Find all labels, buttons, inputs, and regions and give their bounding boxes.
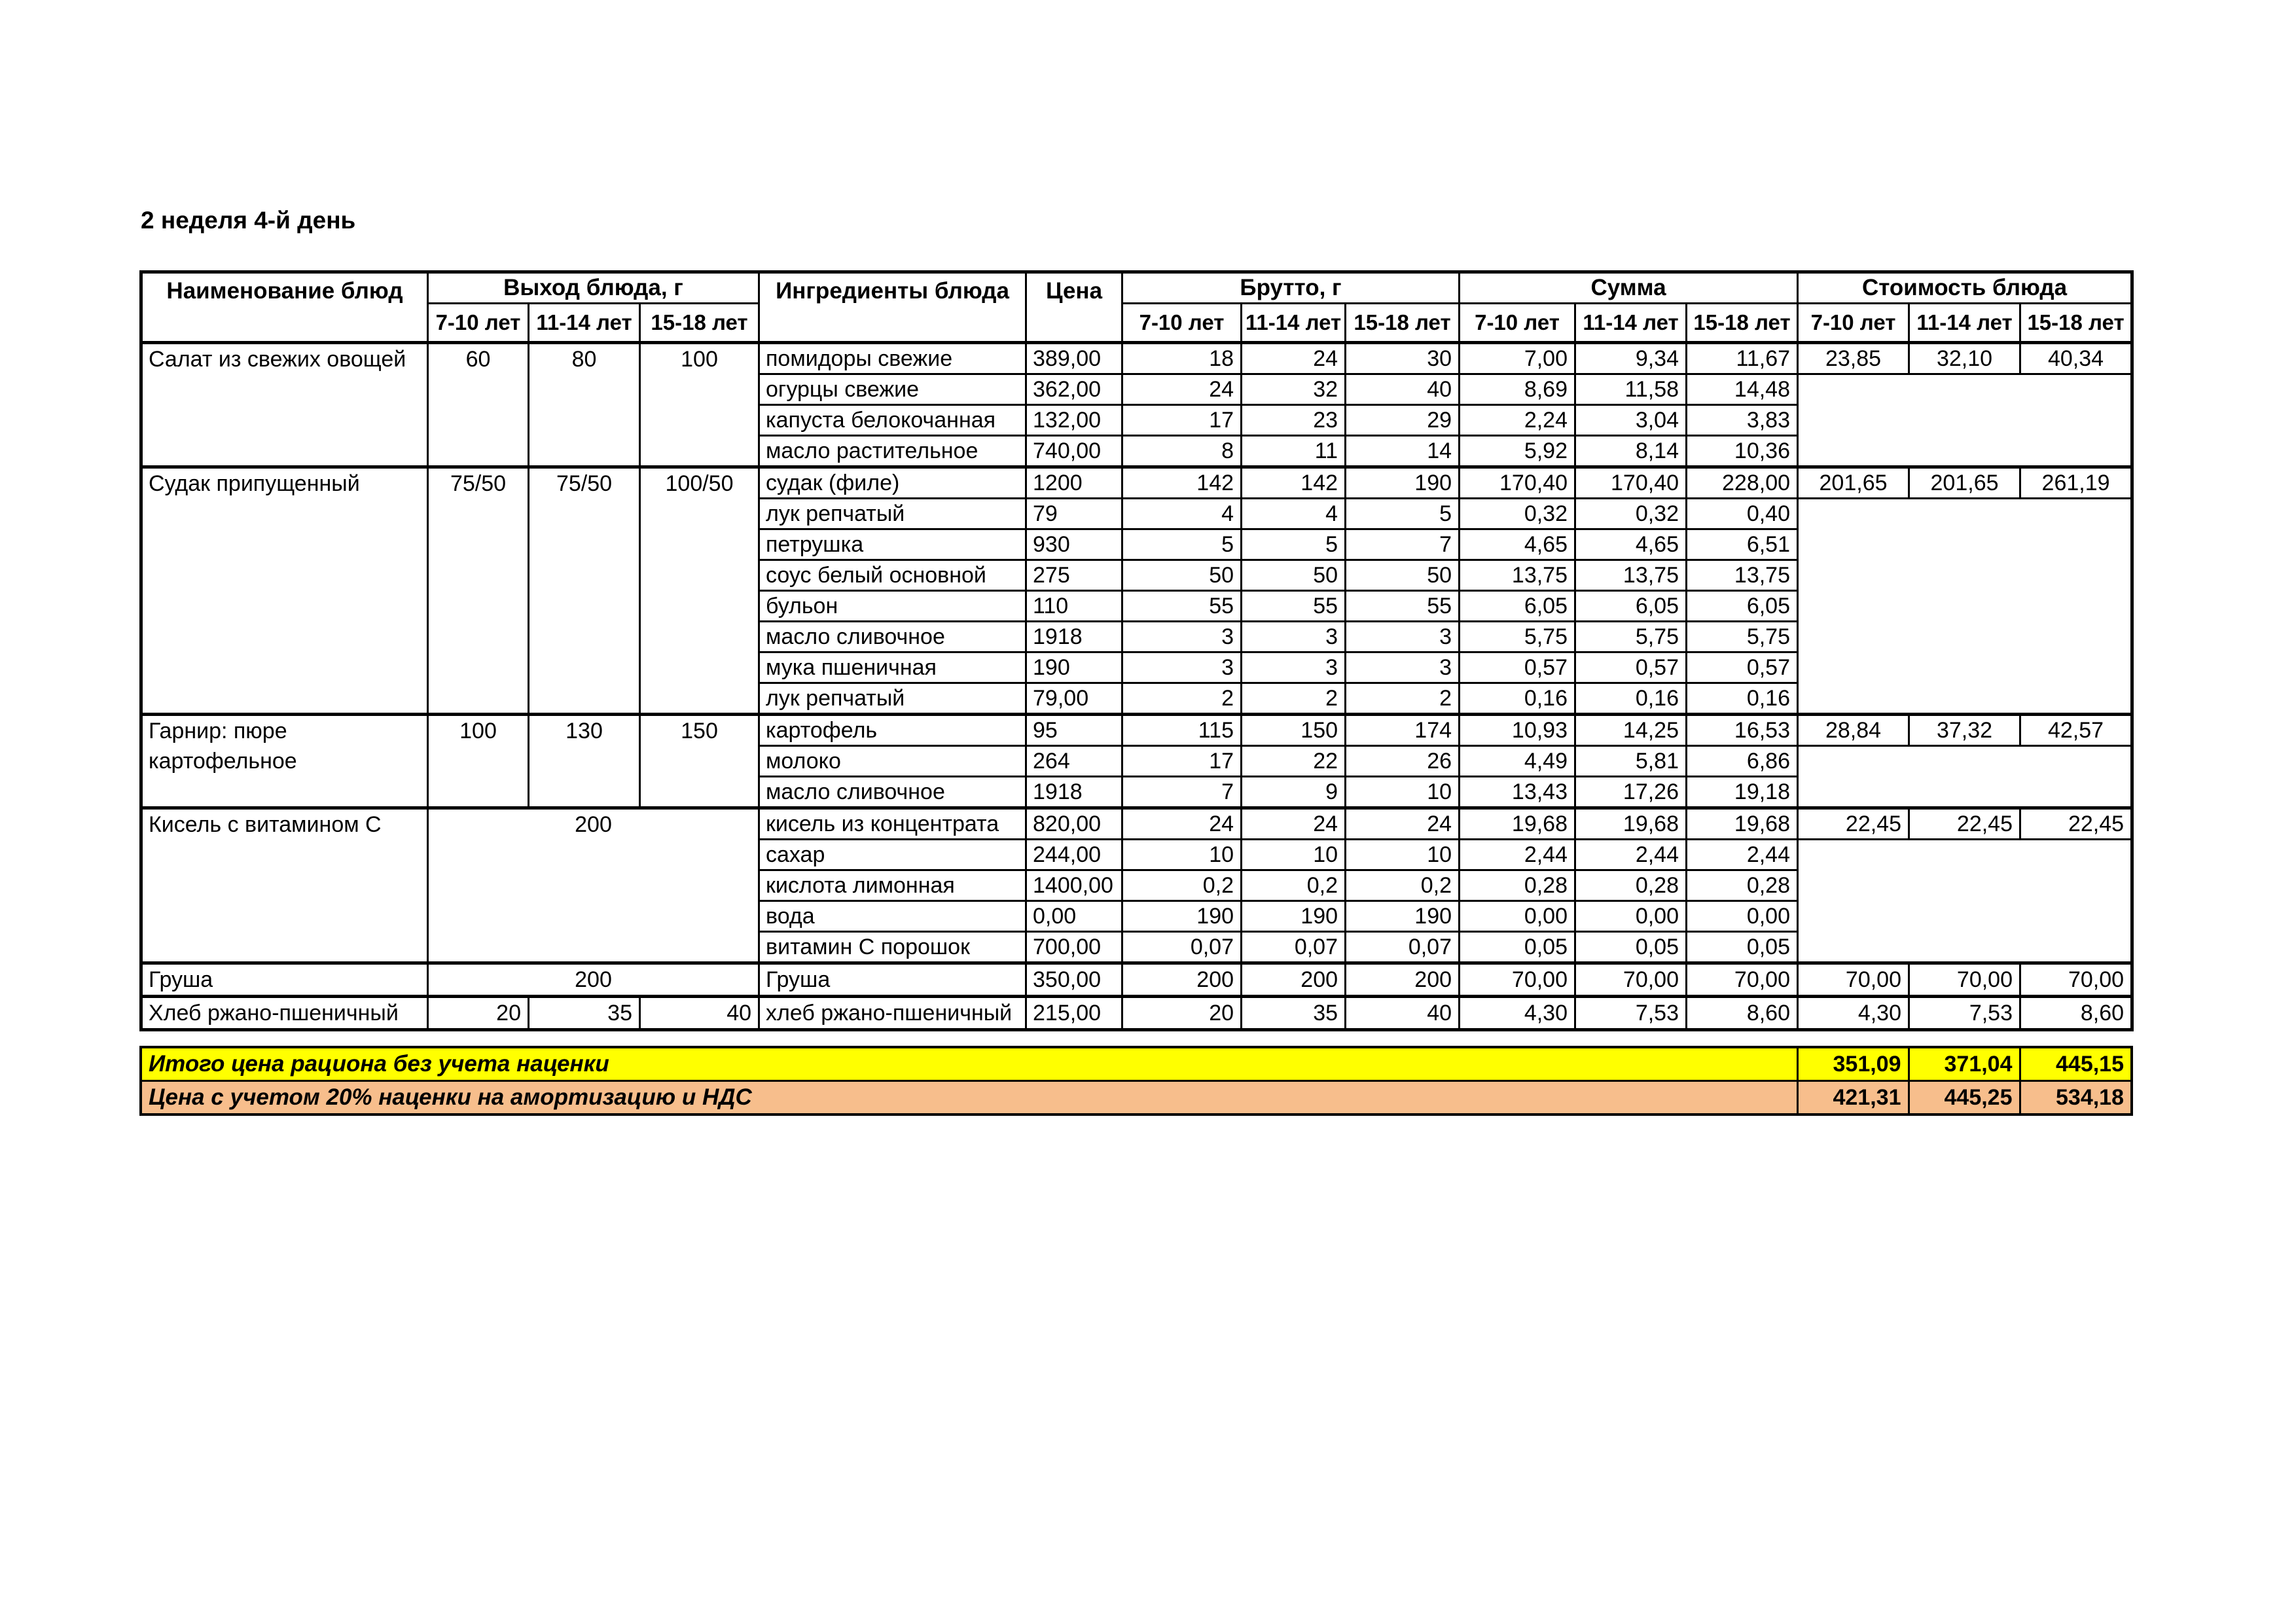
sum-cell-age-3: 16,53 bbox=[1687, 715, 1798, 746]
gross-cell-age-2: 0,2 bbox=[1242, 870, 1346, 901]
sum-cell-age-2: 9,34 bbox=[1575, 343, 1687, 374]
gross-cell-age-1: 4 bbox=[1122, 499, 1242, 529]
gross-cell-age-3: 30 bbox=[1346, 343, 1460, 374]
col-header-ingredients: Ингредиенты блюда bbox=[759, 272, 1026, 343]
ingredient-cell: витамин С порошок bbox=[759, 932, 1026, 963]
sum-cell-age-2: 19,68 bbox=[1575, 808, 1687, 840]
gross-cell-age-3: 55 bbox=[1346, 591, 1460, 622]
dish-cost-cell-age-2: 70,00 bbox=[1909, 963, 2020, 997]
gross-cell-age-2: 23 bbox=[1242, 405, 1346, 436]
ingredient-row bbox=[141, 715, 2132, 746]
sum-cell-age-2: 13,75 bbox=[1575, 560, 1687, 591]
ingredient-cell: лук репчатый bbox=[759, 683, 1026, 715]
ingredient-cell: вода bbox=[759, 901, 1026, 932]
dish-name-cell: Хлеб ржано-пшеничный bbox=[141, 997, 428, 1030]
col-header-output-age-2: 11-14 лет bbox=[529, 304, 640, 343]
output-cell-age-3: 40 bbox=[640, 997, 759, 1030]
col-header-gross-age-1: 7-10 лет bbox=[1122, 304, 1242, 343]
gross-cell-age-1: 24 bbox=[1122, 808, 1242, 840]
col-header-cost-age-2: 11-14 лет bbox=[1909, 304, 2020, 343]
ingredient-cell: мука пшеничная bbox=[759, 652, 1026, 683]
gross-cell-age-3: 2 bbox=[1346, 683, 1460, 715]
col-header-gross: Брутто, г bbox=[1122, 272, 1460, 304]
gross-cell-age-1: 17 bbox=[1122, 746, 1242, 777]
ingredient-cell: кислота лимонная bbox=[759, 870, 1026, 901]
gross-cell-age-3: 10 bbox=[1346, 840, 1460, 870]
gross-cell-age-2: 190 bbox=[1242, 901, 1346, 932]
sum-cell-age-3: 19,68 bbox=[1687, 808, 1798, 840]
gross-cell-age-2: 3 bbox=[1242, 622, 1346, 652]
dish-cost-cell-age-3: 70,00 bbox=[2020, 963, 2132, 997]
gross-cell-age-1: 7 bbox=[1122, 777, 1242, 808]
sum-cell-age-2: 0,28 bbox=[1575, 870, 1687, 901]
gross-cell-age-3: 190 bbox=[1346, 901, 1460, 932]
gross-cell-age-1: 55 bbox=[1122, 591, 1242, 622]
col-header-sum-age-3: 15-18 лет bbox=[1687, 304, 1798, 343]
dish-cost-cell-age-2: 32,10 bbox=[1909, 343, 2020, 374]
sum-cell-age-1: 0,32 bbox=[1460, 499, 1575, 529]
gross-cell-age-3: 200 bbox=[1346, 963, 1460, 997]
gross-cell-age-1: 3 bbox=[1122, 622, 1242, 652]
gross-cell-age-3: 10 bbox=[1346, 777, 1460, 808]
sum-cell-age-1: 0,05 bbox=[1460, 932, 1575, 963]
ingredient-cell: петрушка bbox=[759, 529, 1026, 560]
sum-cell-age-1: 2,44 bbox=[1460, 840, 1575, 870]
sum-cell-age-1: 0,57 bbox=[1460, 652, 1575, 683]
price-cell: 740,00 bbox=[1026, 436, 1122, 467]
gross-cell-age-2: 35 bbox=[1242, 997, 1346, 1030]
gross-cell-age-3: 29 bbox=[1346, 405, 1460, 436]
sum-cell-age-1: 10,93 bbox=[1460, 715, 1575, 746]
sum-cell-age-3: 0,16 bbox=[1687, 683, 1798, 715]
sum-cell-age-1: 0,16 bbox=[1460, 683, 1575, 715]
total-row-without-markup bbox=[141, 1047, 2132, 1081]
gross-cell-age-3: 24 bbox=[1346, 808, 1460, 840]
ingredient-cell: хлеб ржано-пшеничный bbox=[759, 997, 1026, 1030]
sum-cell-age-2: 11,58 bbox=[1575, 374, 1687, 405]
sum-cell-age-1: 170,40 bbox=[1460, 467, 1575, 499]
sum-cell-age-1: 13,43 bbox=[1460, 777, 1575, 808]
gross-cell-age-2: 2 bbox=[1242, 683, 1346, 715]
markup-label: Цена с учетом 20% наценки на амортизацию и НДС bbox=[141, 1081, 1797, 1115]
price-cell: 132,00 bbox=[1026, 405, 1122, 436]
output-cell-age-3: 100 bbox=[640, 343, 759, 467]
sum-cell-age-2: 6,05 bbox=[1575, 591, 1687, 622]
output-cell-age-1: 100 bbox=[428, 715, 529, 808]
col-header-price: Цена bbox=[1026, 272, 1122, 343]
gross-cell-age-1: 5 bbox=[1122, 529, 1242, 560]
gross-cell-age-3: 190 bbox=[1346, 467, 1460, 499]
price-cell: 389,00 bbox=[1026, 343, 1122, 374]
ingredient-cell: картофель bbox=[759, 715, 1026, 746]
dish-name-cell: Кисель с витамином С bbox=[141, 808, 428, 963]
sum-cell-age-3: 3,83 bbox=[1687, 405, 1798, 436]
gross-cell-age-1: 17 bbox=[1122, 405, 1242, 436]
totals-table bbox=[139, 1046, 2133, 1116]
col-header-output-age-3: 15-18 лет bbox=[640, 304, 759, 343]
dish-cost-cell-age-2: 201,65 bbox=[1909, 467, 2020, 499]
total-row-with-markup bbox=[141, 1081, 2132, 1115]
sum-cell-age-2: 0,32 bbox=[1575, 499, 1687, 529]
price-cell: 190 bbox=[1026, 652, 1122, 683]
col-header-gross-age-2: 11-14 лет bbox=[1242, 304, 1346, 343]
sum-cell-age-2: 8,14 bbox=[1575, 436, 1687, 467]
ingredient-cell: соус белый основной bbox=[759, 560, 1026, 591]
dish-cost-cell-age-1: 201,65 bbox=[1798, 467, 1909, 499]
dish-cost-cell-age-3: 261,19 bbox=[2020, 467, 2132, 499]
gross-cell-age-2: 55 bbox=[1242, 591, 1346, 622]
price-cell: 0,00 bbox=[1026, 901, 1122, 932]
ingredient-cell: масло сливочное bbox=[759, 777, 1026, 808]
col-header-sum: Сумма bbox=[1460, 272, 1798, 304]
gross-cell-age-2: 142 bbox=[1242, 467, 1346, 499]
ingredient-row bbox=[141, 467, 2132, 499]
sum-cell-age-1: 70,00 bbox=[1460, 963, 1575, 997]
dish-cost-cell-age-3: 22,45 bbox=[2020, 808, 2132, 840]
gross-cell-age-3: 3 bbox=[1346, 622, 1460, 652]
price-cell: 1918 bbox=[1026, 622, 1122, 652]
ingredient-row bbox=[141, 808, 2132, 840]
sum-cell-age-1: 4,30 bbox=[1460, 997, 1575, 1030]
dish-cost-empty-cell bbox=[1798, 499, 2132, 715]
dish-cost-cell-age-3: 42,57 bbox=[2020, 715, 2132, 746]
sum-cell-age-3: 70,00 bbox=[1687, 963, 1798, 997]
sum-cell-age-1: 2,24 bbox=[1460, 405, 1575, 436]
menu-table bbox=[139, 270, 2134, 1031]
price-cell: 215,00 bbox=[1026, 997, 1122, 1030]
gross-cell-age-1: 24 bbox=[1122, 374, 1242, 405]
dish-name-cell: Груша bbox=[141, 963, 428, 997]
sum-cell-age-2: 170,40 bbox=[1575, 467, 1687, 499]
dish-cost-cell-age-1: 23,85 bbox=[1798, 343, 1909, 374]
price-cell: 110 bbox=[1026, 591, 1122, 622]
output-cell-age-2: 80 bbox=[529, 343, 640, 467]
output-cell-age-1: 75/50 bbox=[428, 467, 529, 715]
sum-cell-age-1: 6,05 bbox=[1460, 591, 1575, 622]
sum-cell-age-2: 17,26 bbox=[1575, 777, 1687, 808]
output-cell-age-1: 20 bbox=[428, 997, 529, 1030]
gross-cell-age-1: 8 bbox=[1122, 436, 1242, 467]
ingredient-cell: молоко bbox=[759, 746, 1026, 777]
ingredient-row bbox=[141, 963, 2132, 997]
page-title: 2 неделя 4-й день bbox=[141, 207, 356, 234]
dish-cost-cell-age-2: 22,45 bbox=[1909, 808, 2020, 840]
sum-cell-age-1: 13,75 bbox=[1460, 560, 1575, 591]
gross-cell-age-2: 150 bbox=[1242, 715, 1346, 746]
ingredient-cell: масло сливочное bbox=[759, 622, 1026, 652]
total-value-age-2: 371,04 bbox=[1909, 1047, 2020, 1081]
price-cell: 1400,00 bbox=[1026, 870, 1122, 901]
col-header-dish-name: Наименование блюд bbox=[141, 272, 428, 343]
price-cell: 275 bbox=[1026, 560, 1122, 591]
sum-cell-age-2: 5,81 bbox=[1575, 746, 1687, 777]
gross-cell-age-1: 20 bbox=[1122, 997, 1242, 1030]
dish-cost-cell-age-1: 28,84 bbox=[1798, 715, 1909, 746]
sum-cell-age-1: 7,00 bbox=[1460, 343, 1575, 374]
gross-cell-age-2: 11 bbox=[1242, 436, 1346, 467]
sum-cell-age-3: 0,57 bbox=[1687, 652, 1798, 683]
output-cell-age-3: 150 bbox=[640, 715, 759, 808]
price-cell: 350,00 bbox=[1026, 963, 1122, 997]
gross-cell-age-3: 0,07 bbox=[1346, 932, 1460, 963]
sum-cell-age-1: 4,49 bbox=[1460, 746, 1575, 777]
ingredient-cell: бульон bbox=[759, 591, 1026, 622]
gross-cell-age-3: 7 bbox=[1346, 529, 1460, 560]
sum-cell-age-3: 0,00 bbox=[1687, 901, 1798, 932]
sum-cell-age-3: 11,67 bbox=[1687, 343, 1798, 374]
gross-cell-age-1: 200 bbox=[1122, 963, 1242, 997]
col-header-cost: Стоимость блюда bbox=[1798, 272, 2132, 304]
dish-name-cell: Гарнир: пюре картофельное bbox=[141, 715, 428, 808]
price-cell: 79 bbox=[1026, 499, 1122, 529]
sum-cell-age-1: 5,75 bbox=[1460, 622, 1575, 652]
gross-cell-age-1: 142 bbox=[1122, 467, 1242, 499]
price-cell: 700,00 bbox=[1026, 932, 1122, 963]
sum-cell-age-2: 0,00 bbox=[1575, 901, 1687, 932]
sum-cell-age-2: 2,44 bbox=[1575, 840, 1687, 870]
col-header-gross-age-3: 15-18 лет bbox=[1346, 304, 1460, 343]
gross-cell-age-1: 3 bbox=[1122, 652, 1242, 683]
ingredient-cell: огурцы свежие bbox=[759, 374, 1026, 405]
dish-cost-empty-cell bbox=[1798, 746, 2132, 808]
output-cell-merged: 200 bbox=[428, 963, 759, 997]
col-header-cost-age-1: 7-10 лет bbox=[1798, 304, 1909, 343]
gross-cell-age-2: 10 bbox=[1242, 840, 1346, 870]
price-cell: 820,00 bbox=[1026, 808, 1122, 840]
total-value-age-1: 351,09 bbox=[1797, 1047, 1909, 1081]
col-header-cost-age-3: 15-18 лет bbox=[2020, 304, 2132, 343]
markup-value-age-3: 534,18 bbox=[2020, 1081, 2132, 1115]
col-header-output-age-1: 7-10 лет bbox=[428, 304, 529, 343]
sum-cell-age-1: 8,69 bbox=[1460, 374, 1575, 405]
ingredient-row bbox=[141, 343, 2132, 374]
price-cell: 1200 bbox=[1026, 467, 1122, 499]
sum-cell-age-3: 14,48 bbox=[1687, 374, 1798, 405]
sum-cell-age-3: 6,51 bbox=[1687, 529, 1798, 560]
dish-name-cell: Судак припущенный bbox=[141, 467, 428, 715]
dish-cost-cell-age-1: 22,45 bbox=[1798, 808, 1909, 840]
output-cell-age-2: 35 bbox=[529, 997, 640, 1030]
ingredient-cell: помидоры свежие bbox=[759, 343, 1026, 374]
sum-cell-age-3: 10,36 bbox=[1687, 436, 1798, 467]
gross-cell-age-3: 5 bbox=[1346, 499, 1460, 529]
dish-cost-cell-age-2: 37,32 bbox=[1909, 715, 2020, 746]
sum-cell-age-2: 0,16 bbox=[1575, 683, 1687, 715]
sum-cell-age-2: 0,57 bbox=[1575, 652, 1687, 683]
total-value-age-3: 445,15 bbox=[2020, 1047, 2132, 1081]
dish-cost-cell-age-1: 70,00 bbox=[1798, 963, 1909, 997]
sum-cell-age-3: 6,05 bbox=[1687, 591, 1798, 622]
gross-cell-age-2: 0,07 bbox=[1242, 932, 1346, 963]
markup-value-age-2: 445,25 bbox=[1909, 1081, 2020, 1115]
col-header-sum-age-2: 11-14 лет bbox=[1575, 304, 1687, 343]
output-cell-age-2: 75/50 bbox=[529, 467, 640, 715]
gross-cell-age-1: 18 bbox=[1122, 343, 1242, 374]
gross-cell-age-3: 40 bbox=[1346, 997, 1460, 1030]
gross-cell-age-2: 9 bbox=[1242, 777, 1346, 808]
gross-cell-age-3: 0,2 bbox=[1346, 870, 1460, 901]
gross-cell-age-2: 24 bbox=[1242, 343, 1346, 374]
gross-cell-age-1: 0,2 bbox=[1122, 870, 1242, 901]
gross-cell-age-1: 0,07 bbox=[1122, 932, 1242, 963]
price-cell: 930 bbox=[1026, 529, 1122, 560]
gross-cell-age-2: 200 bbox=[1242, 963, 1346, 997]
sum-cell-age-3: 5,75 bbox=[1687, 622, 1798, 652]
price-cell: 1918 bbox=[1026, 777, 1122, 808]
ingredient-cell: масло растительное bbox=[759, 436, 1026, 467]
gross-cell-age-3: 40 bbox=[1346, 374, 1460, 405]
gross-cell-age-2: 4 bbox=[1242, 499, 1346, 529]
dish-name-cell: Салат из свежих овощей bbox=[141, 343, 428, 467]
output-cell-age-1: 60 bbox=[428, 343, 529, 467]
price-cell: 95 bbox=[1026, 715, 1122, 746]
gross-cell-age-3: 3 bbox=[1346, 652, 1460, 683]
gross-cell-age-3: 14 bbox=[1346, 436, 1460, 467]
price-cell: 79,00 bbox=[1026, 683, 1122, 715]
ingredient-cell: Груша bbox=[759, 963, 1026, 997]
output-cell-age-3: 100/50 bbox=[640, 467, 759, 715]
price-cell: 362,00 bbox=[1026, 374, 1122, 405]
sum-cell-age-3: 228,00 bbox=[1687, 467, 1798, 499]
ingredient-cell: лук репчатый bbox=[759, 499, 1026, 529]
ingredient-cell: кисель из концентрата bbox=[759, 808, 1026, 840]
gross-cell-age-2: 32 bbox=[1242, 374, 1346, 405]
gross-cell-age-1: 190 bbox=[1122, 901, 1242, 932]
col-header-output: Выход блюда, г bbox=[428, 272, 759, 304]
output-cell-age-2: 130 bbox=[529, 715, 640, 808]
gross-cell-age-2: 50 bbox=[1242, 560, 1346, 591]
sum-cell-age-3: 0,28 bbox=[1687, 870, 1798, 901]
ingredient-cell: судак (филе) bbox=[759, 467, 1026, 499]
sum-cell-age-3: 8,60 bbox=[1687, 997, 1798, 1030]
sum-cell-age-3: 13,75 bbox=[1687, 560, 1798, 591]
gross-cell-age-3: 50 bbox=[1346, 560, 1460, 591]
sum-cell-age-1: 0,00 bbox=[1460, 901, 1575, 932]
gross-cell-age-3: 174 bbox=[1346, 715, 1460, 746]
gross-cell-age-1: 115 bbox=[1122, 715, 1242, 746]
sum-cell-age-2: 14,25 bbox=[1575, 715, 1687, 746]
total-label: Итого цена рациона без учета наценки bbox=[141, 1047, 1797, 1081]
ingredient-row bbox=[141, 997, 2132, 1030]
gross-cell-age-1: 50 bbox=[1122, 560, 1242, 591]
sum-cell-age-1: 19,68 bbox=[1460, 808, 1575, 840]
sum-cell-age-2: 7,53 bbox=[1575, 997, 1687, 1030]
dish-cost-empty-cell bbox=[1798, 840, 2132, 963]
sum-cell-age-2: 3,04 bbox=[1575, 405, 1687, 436]
ingredient-cell: капуста белокочанная bbox=[759, 405, 1026, 436]
sum-cell-age-1: 0,28 bbox=[1460, 870, 1575, 901]
sum-cell-age-3: 2,44 bbox=[1687, 840, 1798, 870]
sum-cell-age-2: 5,75 bbox=[1575, 622, 1687, 652]
sum-cell-age-2: 4,65 bbox=[1575, 529, 1687, 560]
price-cell: 244,00 bbox=[1026, 840, 1122, 870]
dish-cost-empty-cell bbox=[1798, 374, 2132, 467]
dish-cost-cell-age-1: 4,30 bbox=[1798, 997, 1909, 1030]
dish-cost-cell-age-3: 8,60 bbox=[2020, 997, 2132, 1030]
sum-cell-age-3: 0,05 bbox=[1687, 932, 1798, 963]
gross-cell-age-2: 3 bbox=[1242, 652, 1346, 683]
gross-cell-age-3: 26 bbox=[1346, 746, 1460, 777]
gross-cell-age-2: 5 bbox=[1242, 529, 1346, 560]
sum-cell-age-3: 19,18 bbox=[1687, 777, 1798, 808]
dish-cost-cell-age-2: 7,53 bbox=[1909, 997, 2020, 1030]
gross-cell-age-1: 10 bbox=[1122, 840, 1242, 870]
sum-cell-age-2: 0,05 bbox=[1575, 932, 1687, 963]
ingredient-cell: сахар bbox=[759, 840, 1026, 870]
sum-cell-age-1: 5,92 bbox=[1460, 436, 1575, 467]
output-cell-merged: 200 bbox=[428, 808, 759, 963]
gross-cell-age-1: 2 bbox=[1122, 683, 1242, 715]
col-header-sum-age-1: 7-10 лет bbox=[1460, 304, 1575, 343]
sum-cell-age-1: 4,65 bbox=[1460, 529, 1575, 560]
sum-cell-age-2: 70,00 bbox=[1575, 963, 1687, 997]
sum-cell-age-3: 6,86 bbox=[1687, 746, 1798, 777]
sum-cell-age-3: 0,40 bbox=[1687, 499, 1798, 529]
gross-cell-age-2: 24 bbox=[1242, 808, 1346, 840]
price-cell: 264 bbox=[1026, 746, 1122, 777]
markup-value-age-1: 421,31 bbox=[1797, 1081, 1909, 1115]
gross-cell-age-2: 22 bbox=[1242, 746, 1346, 777]
dish-cost-cell-age-3: 40,34 bbox=[2020, 343, 2132, 374]
